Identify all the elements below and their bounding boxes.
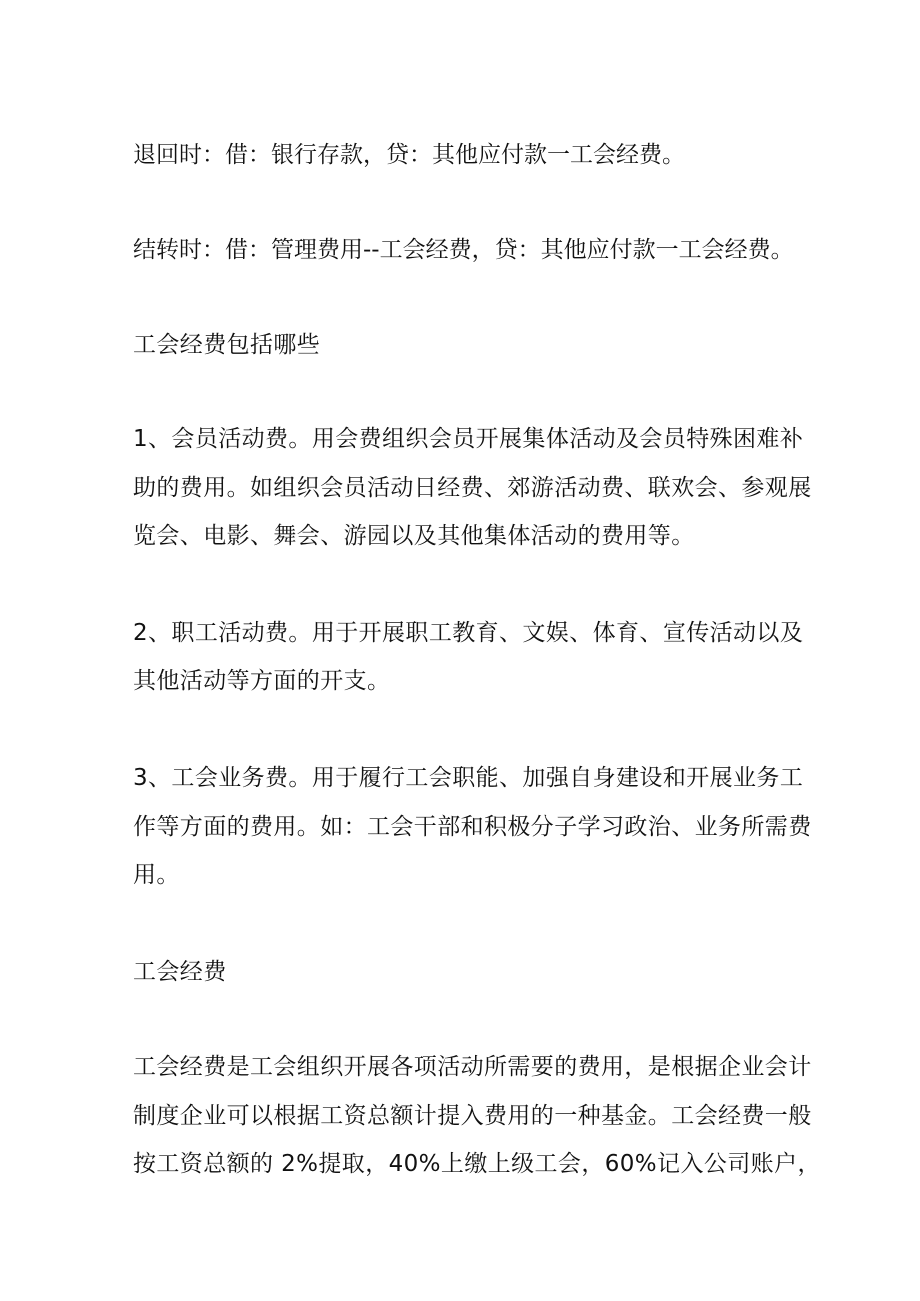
text-line: 工会经费是工会组织开展各项活动所需要的费用，是根据企业会计 <box>133 1054 812 1080</box>
text-line: 1、会员活动费。用会费组织会员开展集体活动及会员特殊困难补 <box>133 426 804 452</box>
text-line: 按工资总额的 2%提取，40%上缴上级工会，60%记入公司账户， <box>133 1151 821 1177</box>
text-line: 用。 <box>133 862 180 888</box>
text-line: 结转时：借：管理费用--工会经费，贷：其他应付款一工会经费。 <box>133 237 794 263</box>
text-line: 助的费用。如组织会员活动日经费、郊游活动费、联欢会、参观展 <box>133 475 812 501</box>
text-line: 览会、电影、舞会、游园以及其他集体活动的费用等。 <box>133 523 695 549</box>
text-line: 3、工会业务费。用于履行工会职能、加强自身建设和开展业务工 <box>133 765 804 791</box>
text-line: 制度企业可以根据工资总额计提入费用的一种基金。工会经费一般 <box>133 1103 812 1129</box>
text-line: 作等方面的费用。如：工会干部和积极分子学习政治、业务所需费 <box>133 814 812 840</box>
section-heading: 工会经费包括哪些 <box>133 332 321 358</box>
text-line: 退回时：借：银行存款，贷：其他应付款一工会经费。 <box>133 142 685 168</box>
text-line: 其他活动等方面的开支。 <box>133 668 391 694</box>
text-line: 2、职工活动费。用于开展职工教育、文娱、体育、宣传活动以及 <box>133 620 804 646</box>
section-heading: 工会经费 <box>133 959 227 985</box>
